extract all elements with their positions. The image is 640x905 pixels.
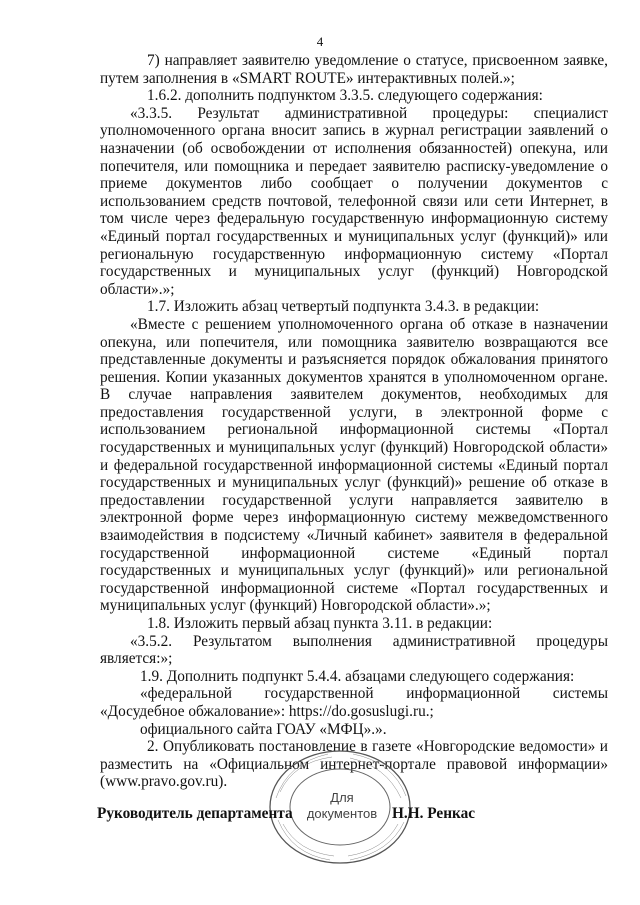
- page-number: 4: [316, 34, 324, 49]
- stamp-text-1: Для: [330, 790, 354, 805]
- paragraph-1-9: 1.9. Дополнить подпункт 5.4.4. абзацами следующего содержания:: [140, 667, 575, 685]
- paragraph-3-3-5: «3.3.5. Результат административной процедуры: специалист уполномоченного органа вносит запись в журнал регистрации заявлений о назначении (об освобождении от исполнения обязанностей) опекуна, или попечителя, или помощника и передает заявителю расписку-уведомление о приеме документов либо сообщает о получении документов с использованием средств почтовой, телефонной связи или сети Интернет, в том числе через федеральную государственную информационную систему «Единый портал государственных и муниципальных услуг (функций)» или региональную государственную информационную систему «Портал государственных и муниципальных услуг (функций) Новгородской области».»;: [100, 104, 608, 298]
- paragraph-mfc: официального сайта ГОАУ «МФЦ».».: [140, 720, 387, 738]
- paragraph-1-6-2: 1.6.2. дополнить подпунктом 3.3.5. следующего содержания:: [147, 87, 543, 105]
- signatory-name: Н.Н. Ренкас: [392, 805, 476, 822]
- paragraph-7: 7) направляет заявителю уведомление о статусе, присвоенном заявке, путем заполнения в «SMART ROUTE» интерактивных полей.»;: [100, 52, 608, 87]
- paragraph-publish: 2. Опубликовать постановление в газете «Новгородские ведомости» и разместить на «Официальном интернет-портале правовой информации» (www.pravo.gov.ru).: [100, 738, 608, 791]
- document-body: [100, 52, 608, 791]
- paragraph-3-5-2: «3.5.2. Результатом выполнения административной процедуры является:»;: [100, 632, 608, 668]
- signatory-position: Руководитель департамента: [97, 805, 293, 822]
- paragraph-1-7: 1.7. Изложить абзац четвертый подпункта 3.4.3. в редакции:: [147, 298, 540, 316]
- paragraph-dosudebnoe: «федеральной государственной информационной системы «Досудебное обжалование»: https://do.gosuslugi.ru.;: [100, 685, 608, 720]
- stamp-text-2: документов: [306, 806, 378, 821]
- paragraph-1-8: 1.8. Изложить первый абзац пункта 3.11. в редакции:: [147, 615, 493, 632]
- paragraph-3-4-3-text: «Вместе с решением уполномоченного органа об отказе в назначении опекуна, или попечителя, или помощника заявителю возвращаются все представленные документы и разъясняется порядок обжалования принятого решения. Копии указанных документов хранятся в уполномоченном органе. В случае направления заявителем документов, необходимых для предоставления государственной услуги, в электронной форме с использованием региональной информационной системы «Портал государственных и муниципальных услуг (функций) Новгородской области» и федеральной государственной информационной системы «Единый портал государственных и муниципальных услуг (функций)» решение об отказе в предоставлении государственной услуги направляется заявителю в электронной форме через информационную систему межведомственного взаимодействия в подсистему «Личный кабинет» заявителя в федеральной государственной информационной системе «Единый портал государственных и муниципальных услуг (функций)» или региональной государственной информационной системе «Портал государственных и муниципальных услуг (функций) Новгородской области».»;: [100, 315, 608, 615]
